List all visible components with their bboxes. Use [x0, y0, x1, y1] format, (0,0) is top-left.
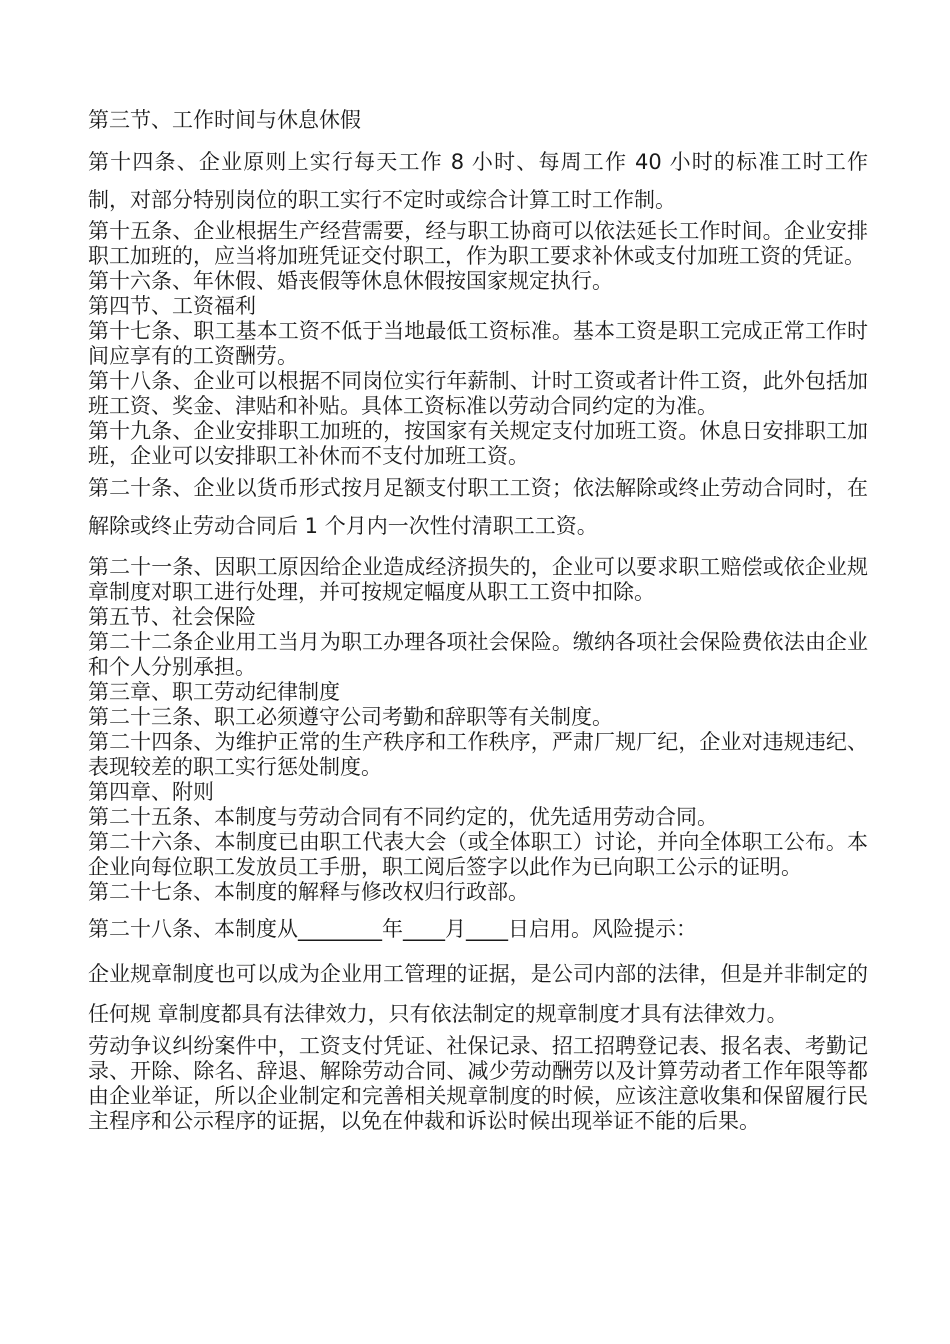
article-20: 第二十条、企业以货币形式按月足额支付职工工资；依法解除或终止劳动合同时，在解除或终止劳动合同后 1 个月内一次性付清职工工资。 [88, 476, 868, 538]
section-heading: 第三节、工作时间与休息休假 [88, 108, 361, 132]
article-24: 第二十四条、为维护正常的生产秩序和工作秩序，严肃厂规厂纪，企业对违规违纪、表现较差的职工实行惩处制度。 [88, 730, 868, 779]
document-body [88, 108, 868, 1134]
chapter-heading: 第三章、职工劳动纪律制度 [88, 680, 340, 704]
chapter-heading: 第四章、附则 [88, 780, 214, 804]
article-15: 第十五条、企业根据生产经营需要，经与职工协商可以依法延长工作时间。企业安排职工加班的，应当将加班凭证交付职工，作为职工要求补休或支付加班工资的凭证。 [88, 219, 868, 268]
article-21: 第二十一条、因职工原因给企业造成经济损失的，企业可以要求职工赔偿或依企业规章制度对职工进行处理，并可按规定幅度从职工工资中扣除。 [88, 555, 868, 604]
article-27: 第二十七条、本制度的解释与修改权归行政部。 [88, 880, 529, 904]
article-16: 第十六条、年休假、婚丧假等休息休假按国家规定执行。 [88, 269, 613, 293]
article-14: 第十四条、企业原则上实行每天工作 8 小时、每周工作 40 小时的标准工时工作制，对部分特别岗位的职工实行不定时或综合计算工时工作制。 [88, 150, 868, 212]
risk-note-paragraph: 企业规章制度也可以成为企业用工管理的证据，是公司内部的法律，但是并非制定的任何规 章制度都具有法律效力，只有依法制定的规章制度才具有法律效力。 [88, 962, 868, 1026]
section-heading: 第五节、社会保险 [88, 605, 256, 629]
article-22: 第二十二条企业用工当月为职工办理各项社会保险。缴纳各项社会保险费依法由企业和个人分别承担。 [88, 630, 868, 679]
risk-note-paragraph: 劳动争议纠纷案件中，工资支付凭证、社保记录、招工招聘登记表、报名表、考勤记录、开除、除名、辞退、解除劳动合同、减少劳动酬劳以及计算劳动者工作年限等都由企业举证，所以企业制定和完善相关规章制度的时候，应该注意收集和保留履行民主程序和公示程序的证据，以免在仲裁和诉讼时候出现举证不能的后果。 [88, 1034, 868, 1133]
article-19: 第十九条、企业安排职工加班的，按国家有关规定支付加班工资。休息日安排职工加班，企业可以安排职工补休而不支付加班工资。 [88, 419, 868, 468]
article-18: 第十八条、企业可以根据不同岗位实行年薪制、计时工资或者计件工资，此外包括加班工资、奖金、津贴和补贴。具体工资标准以劳动合同约定的为准。 [88, 369, 868, 418]
article-23: 第二十三条、职工必须遵守公司考勤和辞职等有关制度。 [88, 705, 613, 729]
article-28: 第二十八条、本制度从________年____月____日启用。风险提示： [88, 917, 697, 941]
section-heading: 第四节、工资福利 [88, 294, 256, 318]
article-26: 第二十六条、本制度已由职工代表大会（或全体职工）讨论，并向全体职工公布。本企业向每位职工发放员工手册，职工阅后签字以此作为已向职工公示的证明。 [88, 830, 868, 879]
article-17: 第十七条、职工基本工资不低于当地最低工资标准。基本工资是职工完成正常工作时间应享有的工资酬劳。 [88, 319, 868, 368]
article-25: 第二十五条、本制度与劳动合同有不同约定的，优先适用劳动合同。 [88, 805, 718, 829]
